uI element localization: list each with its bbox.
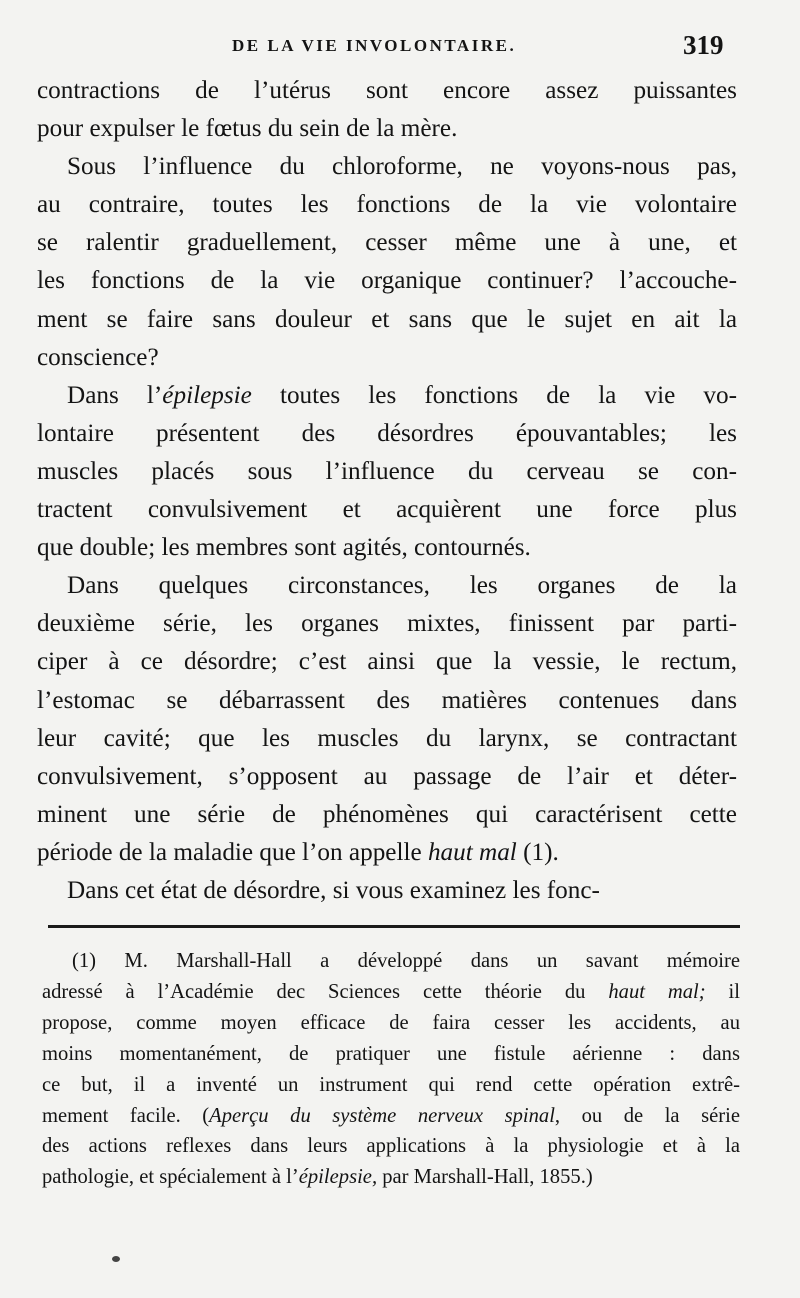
text-line — [37, 148, 737, 186]
text-run: des actions reflexes dans leurs applications à la physiologie et à la — [42, 1135, 740, 1158]
text-run: moins momentanément, de pratiquer une fistule aérienne : dans — [42, 1042, 740, 1065]
text-run: mement facile. ( — [42, 1104, 210, 1127]
text-run: leur cavité; que les muscles du larynx, se contractant — [37, 724, 737, 752]
text-line — [37, 643, 737, 681]
text-run: se ralentir graduellement, cesser même une à une, et — [37, 229, 737, 257]
italic-text: épilepsie, — [298, 1166, 378, 1189]
text-run: Dans quelques circonstances, les organes de la — [67, 572, 737, 600]
footnote-line — [42, 946, 740, 977]
text-line — [37, 605, 737, 643]
italic-text: épilepsie — [162, 381, 252, 409]
footnote-line — [42, 1162, 740, 1193]
text-run: tractent convulsivement et acquièrent une force plus — [37, 496, 737, 524]
footnote — [42, 946, 740, 1193]
text-run: contractions de l’utérus sont encore assez puissantes — [37, 77, 737, 104]
footnote-line — [42, 1101, 740, 1132]
page-number: 319 — [683, 30, 724, 60]
text-run: toutes les fonctions de la vie vo- — [251, 381, 737, 409]
paragraph — [37, 377, 737, 567]
text-line — [37, 720, 737, 758]
text-run: ment se faire sans douleur et sans que le sujet en ait la — [37, 305, 737, 333]
text-line — [37, 529, 737, 567]
footnote-line — [42, 1039, 740, 1070]
text-line — [37, 872, 737, 910]
main-text — [37, 72, 737, 910]
ink-speck — [112, 1256, 120, 1262]
text-run: ciper à ce désordre; c’est ainsi que la vessie, le rectum, — [37, 648, 737, 676]
text-run: (1) M. Marshall-Hall a développé dans un savant mémoire — [72, 950, 740, 972]
footnote-separator — [48, 925, 740, 928]
text-line — [37, 72, 737, 110]
text-run: Dans l’ — [67, 381, 163, 409]
footnote-line — [42, 1131, 740, 1162]
paragraph — [37, 72, 737, 148]
text-run: Sous l’influence du chloroforme, ne voyons-nous pas, — [67, 153, 737, 181]
text-run: muscles placés sous l’influence du cerveau se con- — [37, 457, 737, 485]
footnote-line — [42, 977, 740, 1008]
text-run: que double; les membres sont agités, contournés. — [37, 534, 531, 562]
text-run: les fonctions de la vie organique continuer? l’accouche- — [37, 267, 737, 295]
text-line — [37, 377, 737, 415]
text-run: Dans cet état de désordre, si vous examinez les fonc- — [67, 876, 600, 904]
text-line — [37, 415, 737, 453]
italic-text: haut mal — [427, 838, 517, 866]
running-head: DE LA VIE INVOLONTAIRE. — [232, 36, 517, 55]
text-run: pathologie, et spécialement à l’ — [42, 1166, 299, 1189]
text-line — [37, 682, 737, 720]
footnote-line — [42, 1008, 740, 1039]
text-line — [37, 453, 737, 491]
text-run: période de la maladie que l’on appelle — [37, 838, 428, 866]
paragraph — [37, 872, 737, 910]
text-line — [37, 301, 737, 339]
page-header — [0, 30, 800, 64]
text-line — [37, 186, 737, 224]
text-run: (1). — [516, 838, 559, 866]
text-run: conscience? — [37, 343, 159, 371]
text-run: , ou de la série — [554, 1104, 740, 1127]
text-line — [37, 834, 737, 872]
text-line — [37, 796, 737, 834]
footnote-line — [42, 1070, 740, 1101]
text-line — [37, 110, 737, 148]
text-run: convulsivement, s’opposent au passage de l’air et déter- — [37, 762, 737, 790]
text-line — [37, 491, 737, 529]
text-line — [37, 758, 737, 796]
text-run: lontaire présentent des désordres épouvantables; les — [37, 419, 737, 447]
text-line — [37, 567, 737, 605]
italic-text: Aperçu du système nerveux spinal — [209, 1104, 555, 1127]
italic-text: haut mal; — [608, 980, 706, 1003]
text-run: au contraire, toutes les fonctions de la vie volontaire — [37, 191, 737, 219]
paragraph — [37, 567, 737, 872]
text-run: propose, comme moyen efficace de faira cesser les accidents, au — [42, 1011, 740, 1034]
text-run: adressé à l’Académie dec Sciences cette théorie du — [42, 980, 609, 1003]
text-line — [37, 339, 737, 377]
text-run: par Marshall-Hall, 1855.) — [377, 1166, 593, 1189]
text-run: l’estomac se débarrassent des matières contenues dans — [37, 686, 737, 714]
text-run: minent une série de phénomènes qui caractérisent cette — [37, 800, 737, 828]
text-line — [37, 224, 737, 262]
text-line — [37, 262, 737, 300]
paragraph — [37, 148, 737, 377]
text-run: deuxième série, les organes mixtes, finissent par parti- — [37, 610, 737, 638]
text-run: ce but, il a inventé un instrument qui rend cette opération extrê- — [42, 1073, 740, 1096]
text-run: il — [705, 980, 740, 1003]
text-run: pour expulser le fœtus du sein de la mère. — [37, 115, 458, 143]
